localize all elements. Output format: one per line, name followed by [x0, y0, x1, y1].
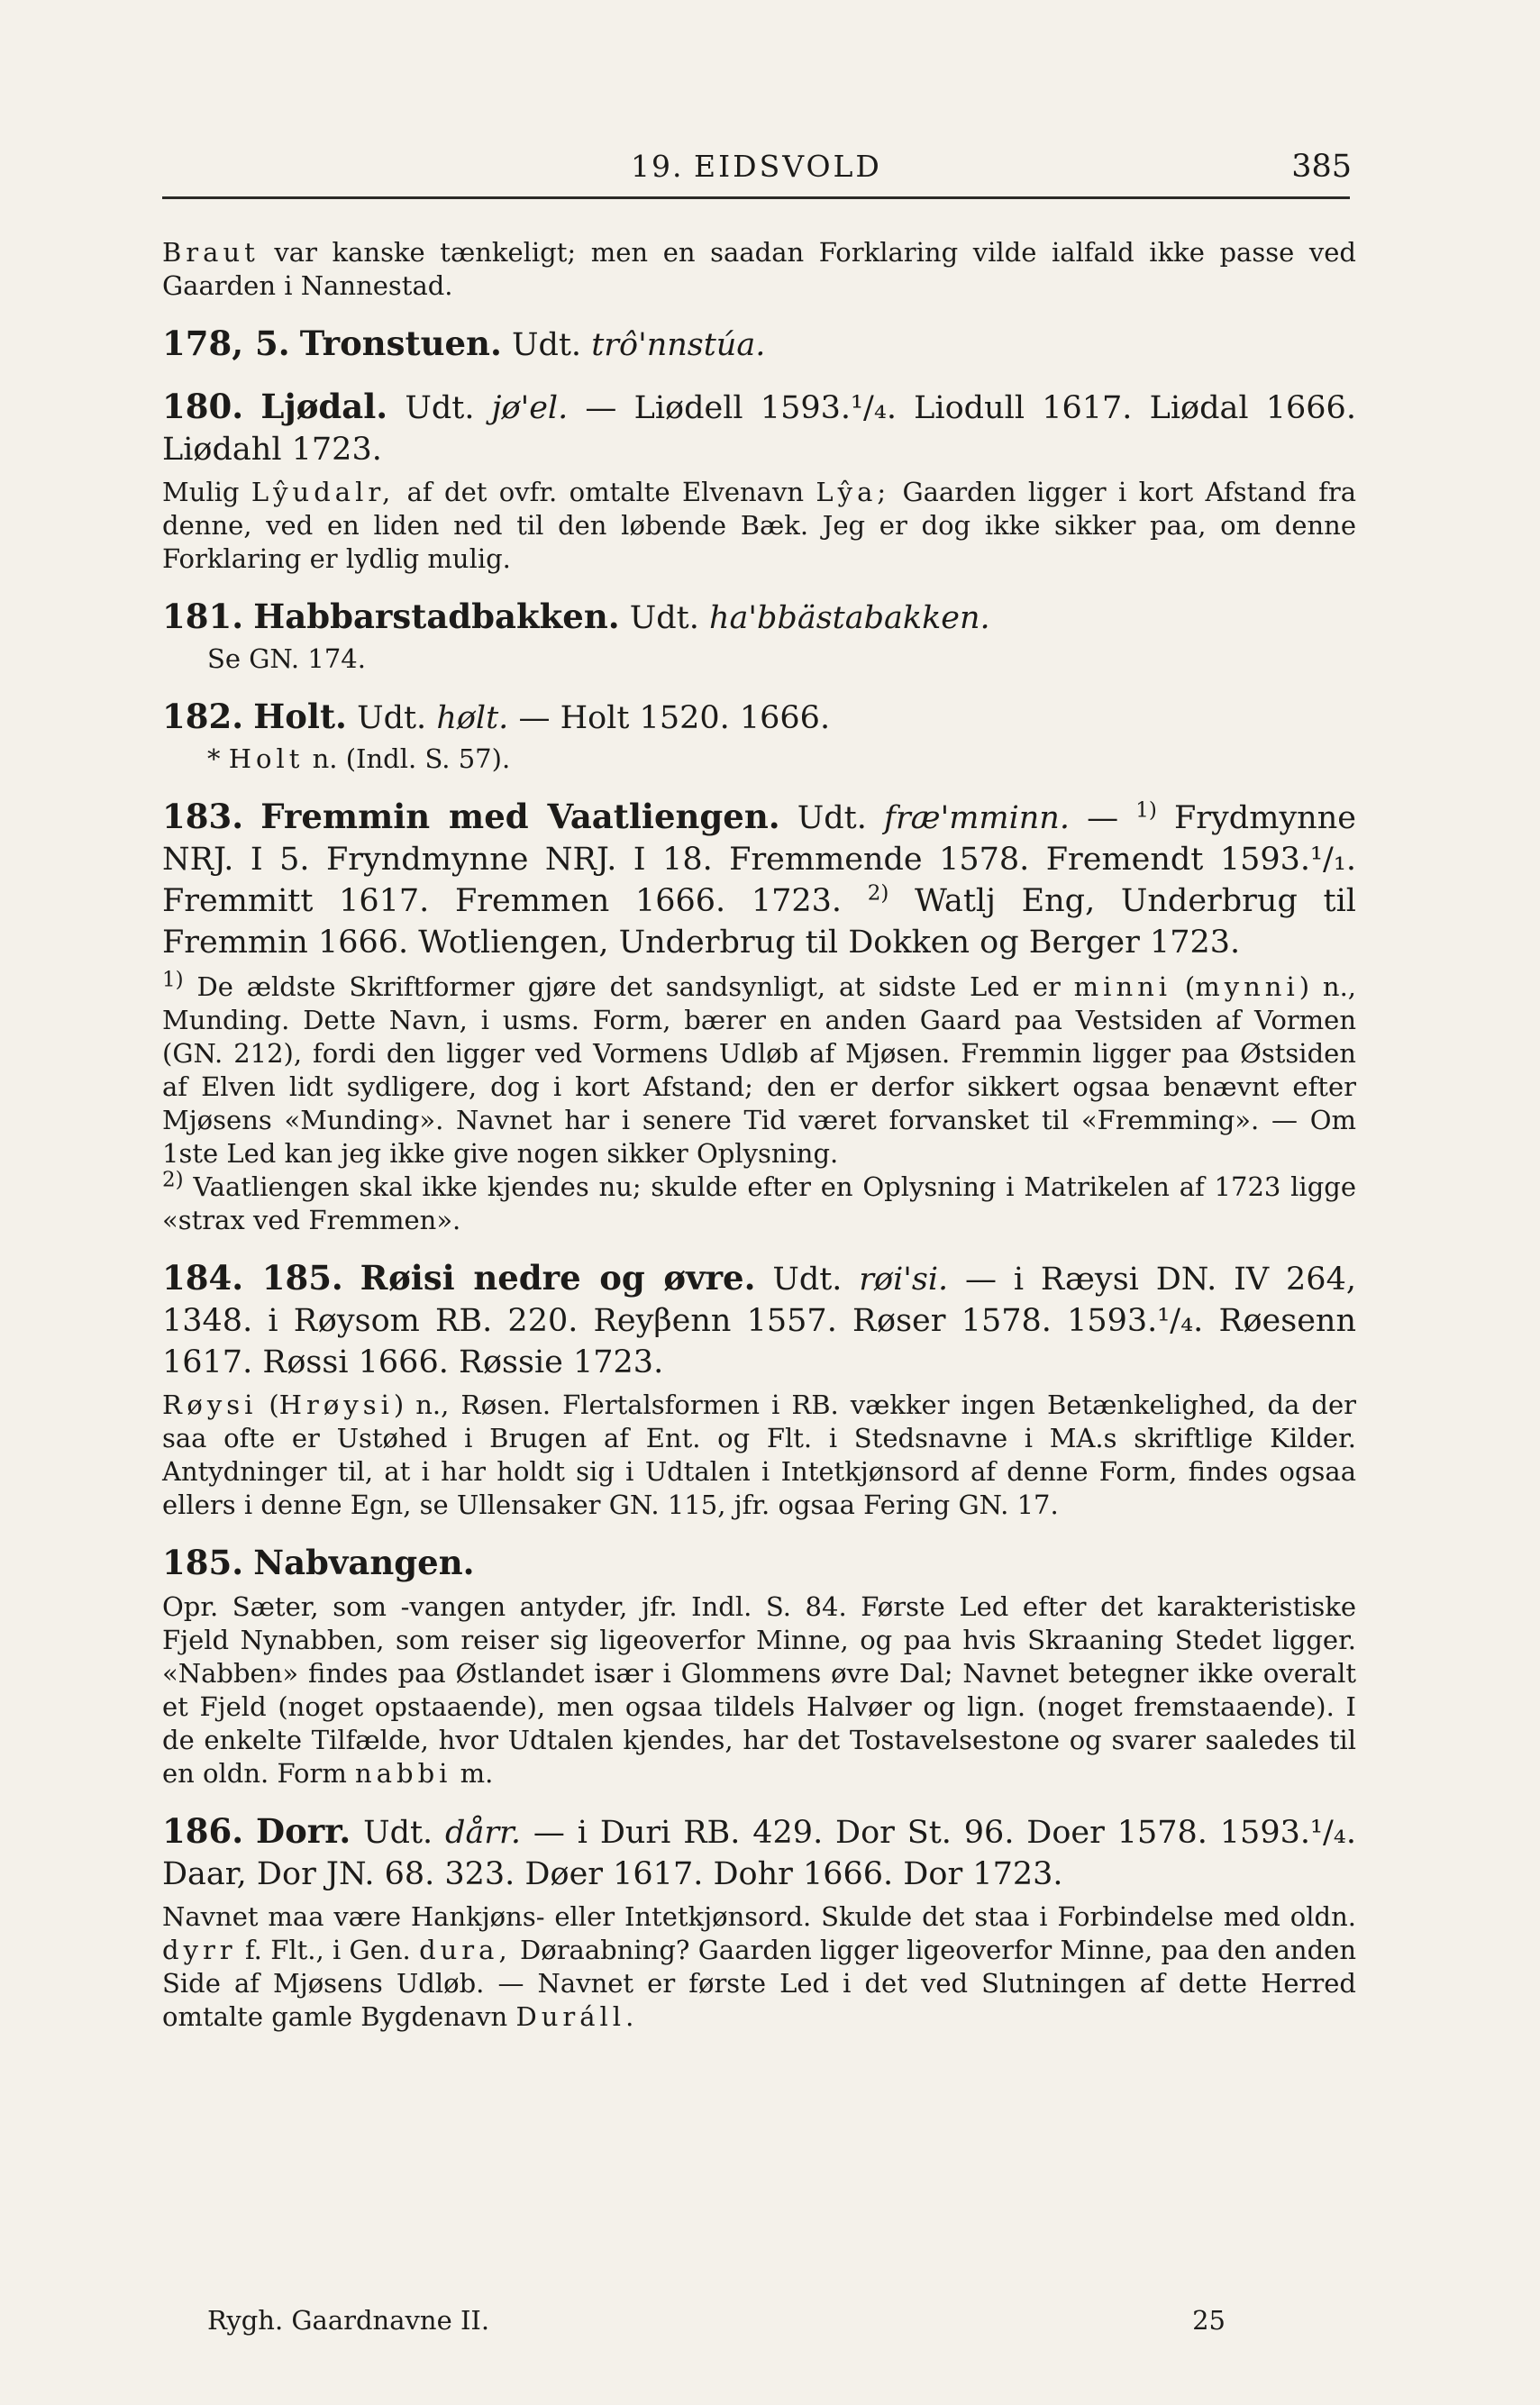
- footer-sheet-number: 25: [1192, 2305, 1226, 2336]
- footnote-ref-1: 1): [1135, 798, 1157, 823]
- page-number: 385: [1291, 149, 1352, 185]
- entry-186-note: Navnet maa være Hankjøns- eller Intetkjønsord. Skulde det staa i Forbindelse med oldn. dyrr f. Flt., i Gen. dura, Døraabning? Gaarden ligger ligeoverfor Minne, paa den anden Side af Mjøsens Udløb. — Navnet er første Led i det ved Slutningen af dette Herred omtalte gamle Bygdenavn Duráll.: [162, 1901, 1357, 2032]
- page-body: [162, 236, 1356, 2034]
- entry-183-footnote-1: $^{1)}$ De ældste Skriftformer gjøre det sandsynligt, at sidste Led er minni (mynni) n., Munding. Dette Navn, i usms. Form, bærer en anden Gaard paa Vestsiden af Vormen (GN. 212), fordi den ligger ved Vormens Udløb af Mjøsen. Fremmin ligger paa Østsiden af Elven lidt sydligere, dog i kort Afstand; den er derfor sikkert ogsaa benævnt efter Mjøsens «Munding». Navnet har i senere Tid været forvansket til «Fremming». — Om 1ste Led kan jeg ikke give nogen sikker Oplysning.: [162, 968, 1357, 1169]
- entry-182: 182. Holt. Udt. hølt. — Holt 1520. 1666.: [162, 697, 831, 736]
- entry-183: 183. Fremmin med Vaatliengen. Udt. fræ'mminn. — $^{1)}$ Frydmynne NRJ. I 5. Fryndmynne NRJ. I 18. Fremmende 1578. Fremendt 1593.¹/₁. Fremmitt 1617. Fremmen 1666. 1723. $^{2)}$ Watlj Eng, Underbrug til Fremmin 1666. Wotliengen, Underbrug til Dokken og Berger 1723.: [162, 797, 1356, 961]
- entry-185-note: Opr. Sæter, som -vangen antyder, jfr. Indl. S. 84. Første Led efter det karakteristiske Fjeld Nynabben, som reiser sig ligeoverfor Minne, og paa hvis Skraaning Stedet ligger. «Nabben» findes paa Østlandet især i Glommens øvre Dal; Navnet betegner ikke overalt et Fjeld (noget opstaaende), men ogsaa tildels Halvøer og lign. (noget fremstaaende). I de enkelte Tilfælde, hvor Udtalen kjendes, har det Tostavelsestone og svarer saaledes til en oldn. Form nabbi m.: [162, 1591, 1356, 1789]
- entry-184: 184. 185. Røisi nedre og øvre. Udt. røi'si. — i Ræysi DN. IV 264, 1348. i Røysom RB. 220. Reyβenn 1557. Røser 1578. 1593.¹/₄. Røesenn 1617. Røssi 1666. Røssie 1723.: [162, 1258, 1356, 1380]
- entry-186: 186. Dorr. Udt. dårr. — i Duri RB. 429. Dor St. 96. Doer 1578. 1593.¹/₄. Daar, Dor JN. 68. 323. Døer 1617. Dohr 1666. Dor 1723.: [162, 1811, 1356, 1892]
- entry-182-note: * Holt n. (Indl. S. 57).: [207, 743, 511, 774]
- page-footer: [207, 2305, 1226, 2336]
- entry-181-note: Se GN. 174.: [207, 643, 366, 674]
- entry-180-note: Mulig Lŷudalr, af det ovfr. omtalte Elvenavn Lŷa; Gaarden ligger i kort Afstand fra denne, ved en liden ned til den løbende Bæk. Jeg er dog ikke sikker paa, om denne Forklaring er lydlig mulig.: [162, 477, 1357, 574]
- entry-183-footnote-2: $^{2)}$ Vaatliengen skal ikke kjendes nu; skulde efter en Oplysning i Matrikelen af 1723 ligge «strax ved Fremmen».: [162, 1168, 1356, 1235]
- entry-178: 178, 5. Tronstuen. Udt. trô'nnstúa.: [162, 323, 766, 363]
- entry-185: 185. Nabvangen.: [162, 1543, 475, 1582]
- entry-180: 180. Ljødal. Udt. jø'el. — Liødell 1593.¹/₄. Liodull 1617. Liødal 1666. Liødahl 1723.: [162, 387, 1356, 468]
- footnote-ref-2: 2): [867, 881, 889, 906]
- entry-184-note: Røysi (Hrøysi) n., Røsen. Flertalsformen i RB. vækker ingen Betænkelighed, da der saa ofte er Ustøhed i Brugen af Ent. og Flt. i Stedsnavne i MA.s skriftlige Kilder. Antydninger til, at i har holdt sig i Udtalen i Intetkjønsord af denne Form, findes ogsaa ellers i denne Egn, se Ullensaker GN. 115, jfr. ogsaa Fering GN. 17.: [162, 1389, 1356, 1520]
- chapter-number: 19.: [631, 149, 684, 184]
- intro-paragraph: Braut var kanske tænkeligt; men en saadan Forklaring vilde ialfald ikke passe ved Gaarden i Nannestad.: [162, 237, 1356, 301]
- footer-signature: Rygh. Gaardnavne II.: [207, 2305, 490, 2336]
- entry-181: 181. Habbarstadbakken. Udt. ha'bbästabakken.: [162, 597, 990, 636]
- chapter-title: EIDSVOLD: [694, 149, 882, 184]
- running-header: [162, 149, 1352, 194]
- header-rule: [162, 196, 1350, 199]
